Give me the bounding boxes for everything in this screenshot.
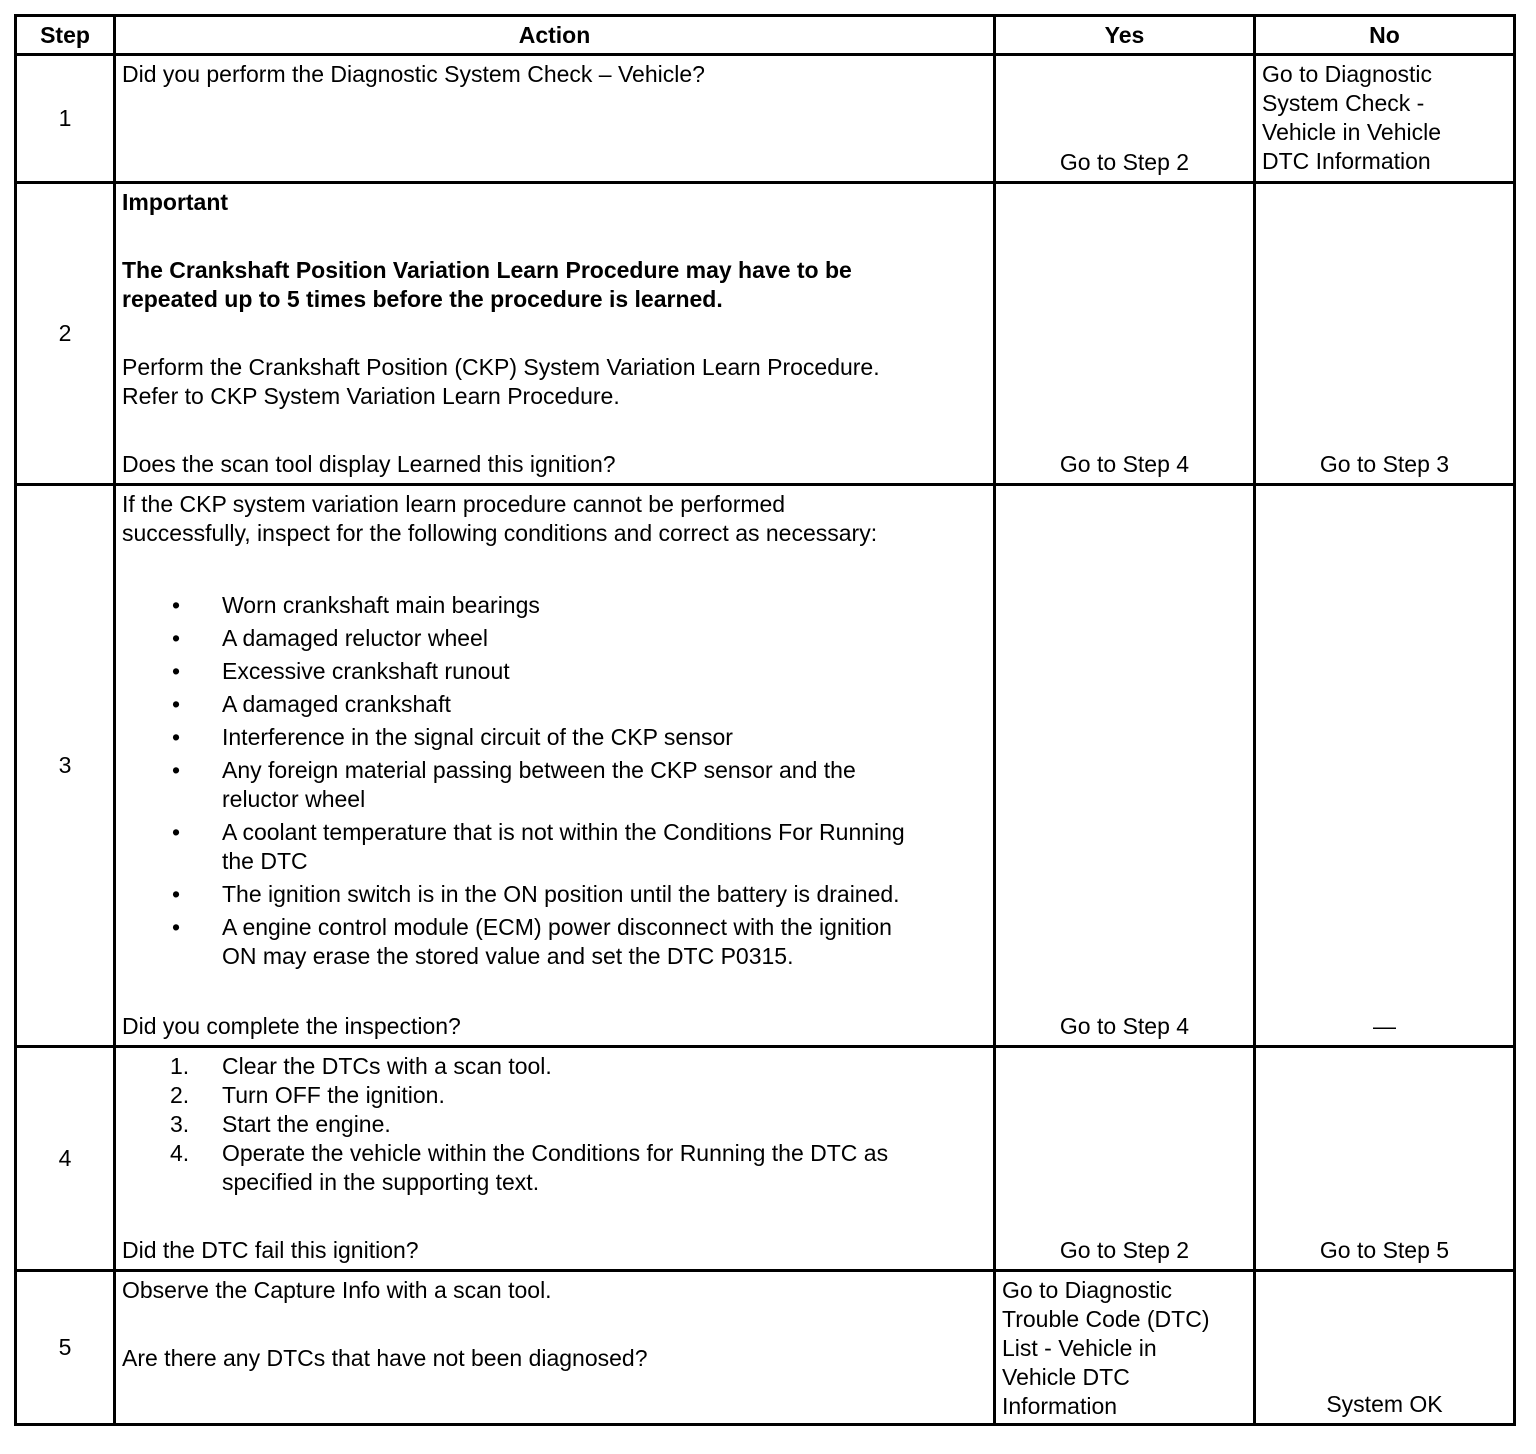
list-item: • A damaged crankshaft: [122, 690, 987, 719]
list-item: • A engine control module (ECM) power disconnect with the ignition ON may erase the stored value and set the DTC P0315.: [122, 913, 987, 971]
table-row-step-2: [16, 183, 1515, 485]
no-cell: [1255, 1271, 1515, 1425]
question-text: Did you complete the inspection?: [122, 1013, 461, 1039]
yes-result-line: List - Vehicle in: [1002, 1335, 1157, 1361]
yes-cell: [995, 183, 1255, 485]
conditions-list: [122, 591, 987, 971]
header-action: Action: [115, 16, 995, 55]
no-cell: [1255, 485, 1515, 1047]
body-line: Observe the Capture Info with a scan tool.: [122, 1277, 552, 1303]
yes-result: [1002, 1276, 1247, 1421]
body-line: Perform the Crankshaft Position (CKP) System Variation Learn Procedure.: [122, 354, 880, 380]
no-result: —: [1373, 1013, 1396, 1039]
no-result: [1262, 60, 1507, 176]
list-item: 2. Turn OFF the ignition.: [170, 1082, 445, 1108]
list-item: • Interference in the signal circuit of the CKP sensor: [122, 723, 987, 752]
no-result-line: DTC Information: [1262, 148, 1431, 174]
action-cell: [115, 1047, 995, 1271]
step-number: 4: [16, 1047, 115, 1271]
action-cell: [115, 55, 995, 183]
no-result-line: Go to Diagnostic: [1262, 61, 1433, 87]
yes-result-line: Go to Diagnostic: [1002, 1277, 1173, 1303]
no-cell: [1255, 55, 1515, 183]
no-cell: [1255, 1047, 1515, 1271]
yes-cell: [995, 55, 1255, 183]
list-item: • Worn crankshaft main bearings: [122, 591, 987, 620]
header-yes: Yes: [995, 16, 1255, 55]
step-number: 3: [16, 485, 115, 1047]
list-item: • Excessive crankshaft runout: [122, 657, 987, 686]
table-row-step-5: [16, 1271, 1515, 1425]
important-text-line: The Crankshaft Position Variation Learn Procedure may have to be: [122, 257, 852, 283]
yes-cell: [995, 1047, 1255, 1271]
important-text-line: repeated up to 5 times before the procedure is learned.: [122, 286, 723, 312]
header-row: [16, 16, 1515, 55]
list-item: • Any foreign material passing between the CKP sensor and the reluctor wheel: [122, 756, 987, 814]
no-result-line: Vehicle in Vehicle: [1262, 119, 1442, 145]
action-cell: [115, 1271, 995, 1425]
no-result: System OK: [1326, 1391, 1443, 1417]
yes-result-line: Trouble Code (DTC): [1002, 1306, 1210, 1332]
list-item: 1. Clear the DTCs with a scan tool.: [170, 1053, 552, 1079]
question-text: Did the DTC fail this ignition?: [122, 1237, 419, 1263]
header-step: Step: [16, 16, 115, 55]
yes-result: Go to Step 4: [1059, 451, 1190, 477]
yes-cell: [995, 1271, 1255, 1425]
action-cell: [115, 485, 995, 1047]
list-item: • A damaged reluctor wheel: [122, 624, 987, 653]
diagnostic-table: [14, 14, 1516, 1426]
list-item: 3. Start the engine.: [170, 1111, 391, 1137]
table-row-step-1: [16, 55, 1515, 183]
no-result: Go to Step 5: [1319, 1237, 1450, 1263]
question-text: Are there any DTCs that have not been diagnosed?: [122, 1345, 648, 1371]
intro-line: If the CKP system variation learn procedure cannot be performed: [122, 491, 786, 517]
step-number: 1: [16, 55, 115, 183]
yes-result-line: Vehicle DTC: [1002, 1364, 1130, 1390]
list-item: 4. Operate the vehicle within the Conditions for Running the DTC as specified in the supporting text.: [170, 1140, 889, 1195]
yes-result: Go to Step 2: [1059, 149, 1190, 175]
no-cell: [1255, 183, 1515, 485]
question-text: Does the scan tool display Learned this ignition?: [122, 451, 616, 477]
question-text: Did you perform the Diagnostic System Check – Vehicle?: [122, 61, 705, 87]
list-item: • A coolant temperature that is not within the Conditions For Running the DTC: [122, 818, 987, 876]
no-result-line: System Check -: [1262, 90, 1425, 116]
yes-result: Go to Step 4: [1059, 1013, 1190, 1039]
body-line: Refer to CKP System Variation Learn Procedure.: [122, 383, 620, 409]
table-row-step-3: [16, 485, 1515, 1047]
yes-cell: [995, 485, 1255, 1047]
action-cell: [115, 183, 995, 485]
important-title: Important: [122, 189, 229, 215]
list-item: • The ignition switch is in the ON position until the battery is drained.: [122, 880, 987, 909]
table-row-step-4: [16, 1047, 1515, 1271]
intro-line: successfully, inspect for the following conditions and correct as necessary:: [122, 520, 878, 546]
yes-result: Go to Step 2: [1059, 1237, 1190, 1263]
procedure-list: [122, 1052, 987, 1197]
diagnostic-table-document: [14, 14, 1516, 1426]
step-number: 2: [16, 183, 115, 485]
no-result: Go to Step 3: [1319, 451, 1450, 477]
step-number: 5: [16, 1271, 115, 1425]
yes-result-line: Information: [1002, 1393, 1118, 1419]
header-no: No: [1255, 16, 1515, 55]
